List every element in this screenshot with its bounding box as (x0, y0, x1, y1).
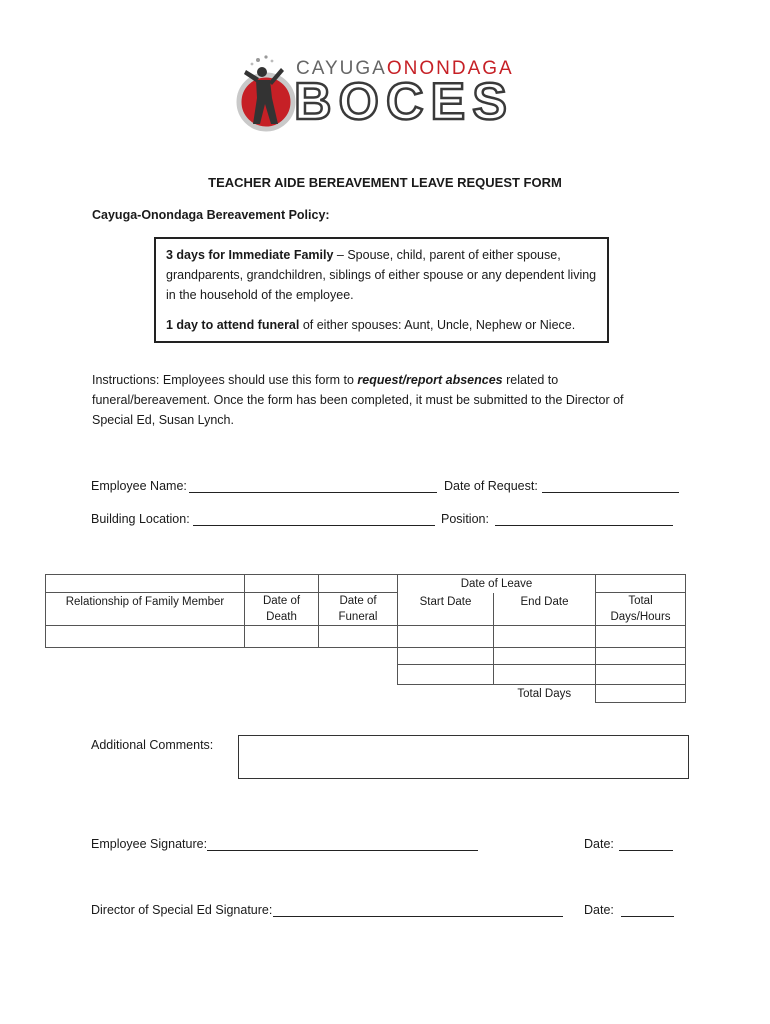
date-of-funeral-header: Date of Funeral (319, 593, 398, 626)
date-of-request-field[interactable] (542, 478, 679, 493)
building-location-label: Building Location: (91, 512, 190, 526)
additional-comments-field[interactable] (238, 735, 689, 779)
total-days-hours-cell[interactable] (596, 648, 686, 665)
table-header-blank (46, 575, 245, 593)
position-field[interactable] (495, 511, 673, 526)
director-signature-field[interactable] (273, 902, 563, 917)
end-date-cell[interactable] (494, 648, 596, 665)
table-row (46, 648, 686, 665)
table-row (46, 626, 686, 648)
funeral-policy: 1 day to attend funeral of either spouses: Aunt, Uncle, Nephew or Niece. (166, 318, 576, 332)
start-date-cell[interactable] (398, 665, 494, 685)
additional-comments-label: Additional Comments: (91, 738, 214, 752)
total-days-hours-cell[interactable] (596, 626, 686, 648)
total-days-label: Total Days (517, 687, 572, 700)
table-header-blank (245, 575, 319, 593)
logo-organization-name: CAYUGAONONDAGA (296, 58, 514, 79)
employee-name-field[interactable] (189, 478, 437, 493)
leave-table (45, 574, 686, 703)
position-label: Position: (441, 512, 489, 526)
policy-heading: Cayuga-Onondaga Bereavement Policy: (92, 208, 330, 222)
instructions-text: Instructions: Employees should use this form to request/report absences related to funeral/bereavement. Once the form has been completed, it must be submitted to the Director of Special Ed, Susan Lynch. (92, 373, 624, 427)
end-date-header: End Date (494, 593, 596, 626)
employee-name-label: Employee Name: (91, 479, 187, 493)
start-date-header: Start Date (398, 593, 494, 626)
date-of-request-label: Date of Request: (444, 479, 538, 493)
employee-signature-field[interactable] (207, 836, 478, 851)
relationship-cell[interactable] (46, 626, 245, 648)
date-of-death-header: Date of Death (245, 593, 319, 626)
total-days-hours-cell[interactable] (596, 665, 686, 685)
immediate-family-policy: 3 days for Immediate Family – Spouse, child, parent of either spouse, grandparents, grandchildren, siblings of either spouse or any dependent living in the household of the employee. (166, 248, 597, 302)
director-signature-label: Director of Special Ed Signature: (91, 903, 273, 917)
director-signature-date-label: Date: (584, 903, 614, 917)
total-days-cell[interactable] (596, 685, 686, 703)
table-header-blank (596, 575, 686, 593)
employee-signature-date-field[interactable] (619, 836, 673, 851)
building-location-field[interactable] (193, 511, 435, 526)
start-date-cell[interactable] (398, 648, 494, 665)
logo-figure-icon (236, 52, 298, 134)
director-signature-date-field[interactable] (621, 902, 674, 917)
end-date-cell[interactable] (494, 626, 596, 648)
table-header-blank (319, 575, 398, 593)
end-date-cell[interactable] (494, 665, 596, 685)
boces-logo (236, 52, 536, 134)
logo-boces-text: BOCES (294, 73, 514, 131)
relationship-header: Relationship of Family Member (46, 593, 245, 626)
employee-signature-label: Employee Signature: (91, 837, 208, 851)
total-days-hours-header: Total Days/Hours (596, 593, 686, 626)
form-title: TEACHER AIDE BEREAVEMENT LEAVE REQUEST FORM (208, 175, 562, 190)
date-of-death-cell[interactable] (245, 626, 319, 648)
table-row (46, 665, 686, 685)
date-of-leave-header: Date of Leave (398, 575, 596, 593)
date-of-funeral-cell[interactable] (319, 626, 398, 648)
policy-box (154, 237, 609, 343)
start-date-cell[interactable] (398, 626, 494, 648)
employee-signature-date-label: Date: (584, 837, 614, 851)
